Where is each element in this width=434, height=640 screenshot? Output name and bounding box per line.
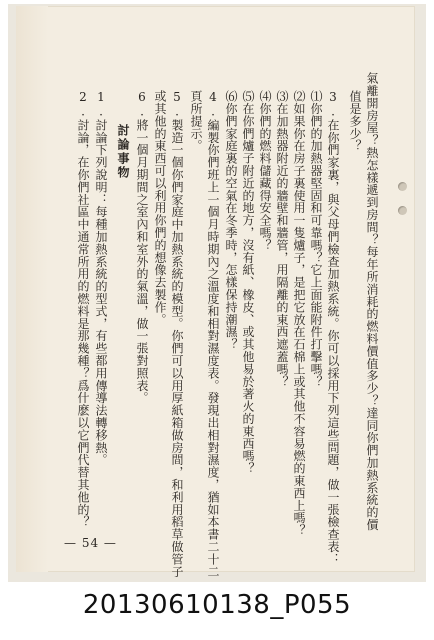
text-column: 2.討論，在你們社區中通常所用的燃料是那幾種？爲什麽以它們代替其他的？ xyxy=(76,90,90,528)
text-column: ⑶在加熱器附近的牆壁和牆管，用隔離的東西遮蓋嗎？ xyxy=(275,90,289,388)
text-column: 5.製造一個你們家庭中加熱系統的模型。你們可以用厚紙箱做房間，和利用稻草做管子 xyxy=(170,90,184,578)
text-column: ⑷你們的燃料儲藏得安全嗎？ xyxy=(258,90,272,252)
section-heading: 討論事物 xyxy=(116,124,130,180)
text-column: 6.將一個月期間之室內和室外的氣溫，做一張對照表。 xyxy=(135,90,149,404)
text-column: ⑸在你們爐子附近的地方，沒有紙、橡皮、或其他易於著火的東西嗎？ xyxy=(241,90,255,475)
page-fold-shadow xyxy=(16,6,48,572)
page-number: — 54 — xyxy=(64,536,117,550)
text-column: 值是多少？ xyxy=(348,90,362,152)
text-column: ⑴你們的加熱器堅固和可靠嗎？它上面能附件打擊嗎？ xyxy=(309,90,323,388)
binding-hole xyxy=(398,206,407,215)
text-column: 3.在你們家裏，與父母們檢查加熱系統。你可以採用下列這些問題，做一張檢查表： xyxy=(326,90,340,566)
document-page xyxy=(16,6,415,578)
text-column: ⑹你們家庭裏的空氣在冬季時，怎樣保持潮濕？ xyxy=(224,90,238,351)
text-column: 或其他的東西可以利用你們的想像去製作。 xyxy=(153,90,167,326)
text-column: 4.編製你們班上一個月時期內之溫度和相對濕度表。發現出相對濕度，猶如本書二十二 xyxy=(206,90,220,578)
text-column: ⑵如果你在房子裏使用一隻爐子，是把它放在石棉上或其他不容易燃的東西上嗎？ xyxy=(292,90,306,537)
text-column: 氣離開房屋？熱怎樣遞到房間？每年所消耗的燃料價值多少？達同你們加熱系統的價 xyxy=(365,72,379,531)
text-column: 1.討論下列說明：每種加熱系統的型式，有些都用傳導法轉移熱。 xyxy=(94,90,108,466)
binding-hole xyxy=(398,182,407,191)
image-caption: 20130610138_P055 xyxy=(82,590,352,620)
text-column: 頁所提示。 xyxy=(189,90,203,152)
